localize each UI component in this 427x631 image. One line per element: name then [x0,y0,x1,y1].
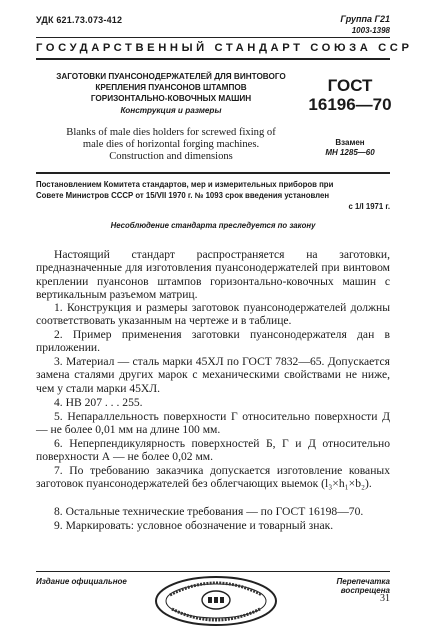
footer-rule [36,571,390,572]
title-ru-line2: КРЕПЛЕНИЯ ПУАНСОНОВ ШТАМПОВ [95,83,247,92]
title-ru-line1: ЗАГОТОВКИ ПУАНСОНОДЕРЖАТЕЛЕЙ ДЛЯ ВИНТОВОГО [56,72,286,81]
item-1: 1. Конструкция и размеры заготовок пуансонодержателей должны соответствовать указанным на чертеже и в таблице. [36,301,390,328]
item-3: 3. Материал — сталь марки 45ХЛ по ГОСТ 7832—65. Допускается замена сталями других марок с механическими свойствами не ниже, чем у стали марки 45ХЛ. [36,355,390,395]
gost-small-number: 1003-1398 [351,26,390,35]
decree-line2: Совете Министров СССР от 15/VII 1970 г. № 1093 срок введения установлен [36,191,330,200]
page-number: 31 [380,593,390,604]
group-code: Группа Г21 [340,14,390,24]
title-en-line3: Construction and dimensions [109,151,233,162]
udk-code: УДК 621.73.073-412 [36,15,123,25]
item-6: 6. Неперпендикулярность поверхностей Б, Г и Д относительно поверхности А — не более 0,02 мм. [36,437,390,464]
replacement-label: Взамен [335,138,365,147]
top-rule-thin [36,37,390,38]
item-2: 2. Пример применения заготовки пуансонодержателя дан в приложении. [36,328,390,355]
legal-notice: Несоблюдение стандарта преследуется по закону [110,221,316,230]
decree-line3: с 1/I 1971 г. [348,202,390,211]
replacement-value: МН 1285—60 [325,148,375,157]
state-standard-banner: ГОСУДАРСТВЕННЫЙ СТАНДАРТ СОЮЗА ССР [36,42,413,54]
item-5: 5. Непараллельность поверхности Г относительно поверхности Д — не более 0,01 мм на длине 100 мм. [36,410,390,437]
item-9: 9. Маркировать: условное обозначение и товарный знак. [54,519,334,532]
item-4: 4. НВ 207 . . . 255. [54,396,143,409]
intro-paragraph: Настоящий стандарт распространяется на заготовки, предназначенные для изготовления пуансонодержателей при винтовом креплении пуансонов штампов горизонтально-ковочных машин с вертикальным разъемом матриц. [36,248,390,302]
reprint-prohibited: Перепечатка воспрещена [336,577,390,595]
official-edition: Издание официальное [36,577,127,586]
title-rule [36,172,390,174]
top-rule-thick [36,58,390,60]
title-ru-line3: ГОРИЗОНТАЛЬНО-КОВОЧНЫХ МАШИН [90,94,252,103]
library-stamp [150,573,282,629]
title-ru-subtitle: Конструкция и размеры [120,106,222,115]
title-en-line2: male dies of horizontal forging machines. [82,139,260,150]
item-7: 7. По требованию заказчика допускается изготовление кованых заготовок пуансонодержателей без облегчающих выемок (l₃×h₁×b₂). [36,464,390,491]
gost-label: ГОСТ [327,76,373,95]
gost-number: 16196—70 [308,95,392,114]
decree-line1: Постановлением Комитета стандартов, мер и измерительных приборов при [36,180,334,189]
item-8: 8. Остальные технические требования — по ГОСТ 16198—70. [54,505,364,518]
title-en-line1: Blanks of male dies holders for screwed fixing of [66,127,276,138]
